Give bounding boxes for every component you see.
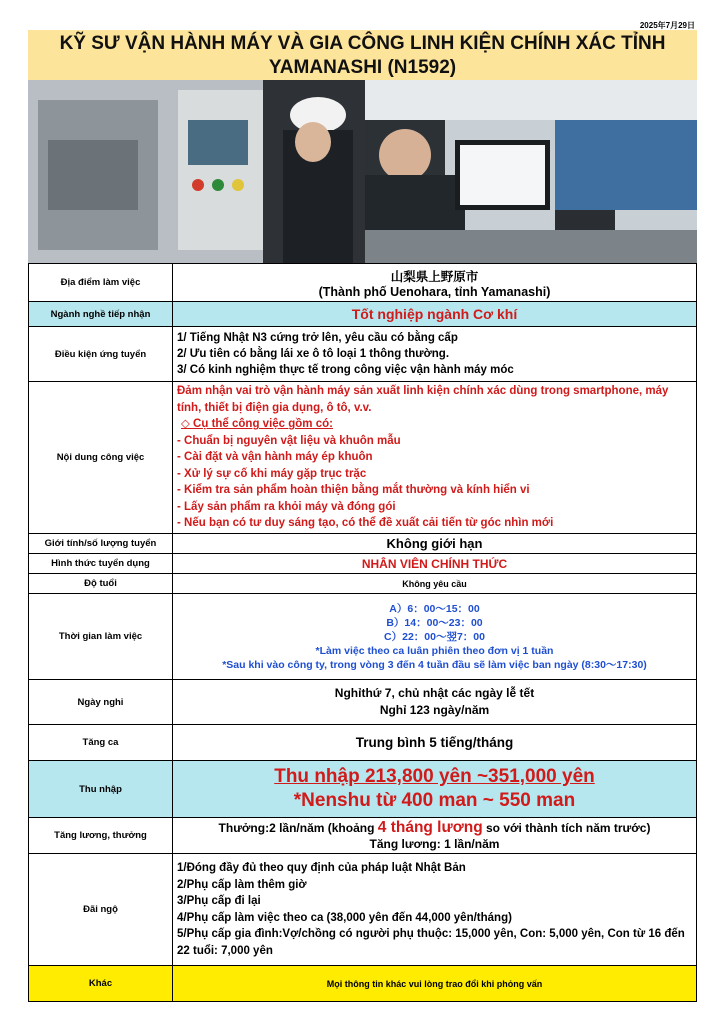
- benefit-item: 1/Đóng đầy đủ theo quy định của pháp luật Nhật Bản: [177, 862, 466, 874]
- job-value: [173, 382, 697, 534]
- hours-note: *Sau khi vào công ty, trong vòng 3 đến 4 tuần đầu sẽ làm việc ban ngày (8:30～17:30): [222, 658, 647, 671]
- raise-value: [173, 818, 697, 854]
- location-label: Địa điểm làm việc: [29, 264, 173, 302]
- row-job-content: [29, 382, 697, 534]
- row-overtime: [29, 725, 697, 761]
- bonus-suffix: so với thành tích năm trước): [482, 820, 651, 835]
- holidays-label: Ngày nghỉ: [29, 680, 173, 725]
- holidays-value: [173, 680, 697, 725]
- holidays-line2: Nghỉ 123 ngày/năm: [379, 703, 490, 717]
- job-subhead: ◇ Cụ thể công việc gồm có:: [181, 418, 333, 431]
- holidays-line1: Nghỉthứ 7, chủ nhật các ngày lễ tết: [334, 686, 535, 700]
- condition-item: 3/ Có kinh nghiệm thực tế trong công việc vận hành máy móc: [177, 364, 514, 376]
- employment-label: Hình thức tuyển dụng: [29, 554, 173, 574]
- document-date: 2025年7月29日: [639, 21, 695, 30]
- shift-b: B）14：00～23：00: [386, 616, 483, 629]
- row-raise: [29, 818, 697, 854]
- job-item: - Xử lý sự cố khi máy gặp trục trặc: [177, 467, 367, 480]
- condition-item: 1/ Tiếng Nhật N3 cứng trở lên, yêu cầu có bằng cấp: [177, 332, 458, 344]
- raise-line: Tăng lương: 1 lần/năm: [369, 836, 500, 851]
- location-jp: 山梨県上野原市: [390, 269, 479, 284]
- income-range: Thu nhập 213,800 yên ~351,000 yên: [274, 766, 595, 787]
- hours-label: Thời gian làm việc: [29, 594, 173, 680]
- age-label: Độ tuổi: [29, 574, 173, 594]
- conditions-value: [173, 327, 697, 382]
- job-title-line1: KỸ SƯ VẬN HÀNH MÁY VÀ GIA CÔNG LINH KIỆN CHÍNH XÁC TỈNH: [59, 33, 666, 54]
- row-holidays: [29, 680, 697, 725]
- row-benefits: [29, 854, 697, 966]
- employment-value: NHÂN VIÊN CHÍNH THỨC: [173, 554, 697, 574]
- benefit-item: 3/Phụ cấp đi lại: [177, 895, 261, 907]
- bonus-prefix: Thưởng:2 lần/năm (khoảng: [218, 820, 378, 835]
- job-info-table: [28, 263, 697, 1002]
- income-value: [173, 761, 697, 818]
- shift-a: A）6：00～15：00: [389, 602, 480, 615]
- row-location: [29, 264, 697, 302]
- overtime-value: Trung bình 5 tiếng/tháng: [173, 725, 697, 761]
- other-label: Khác: [29, 966, 173, 1002]
- income-annual: *Nenshu từ 400 man ~ 550 man: [293, 790, 576, 811]
- major-value: Tốt nghiệp ngành Cơ khí: [173, 302, 697, 327]
- income-label: Thu nhập: [29, 761, 173, 818]
- hours-note: *Làm việc theo ca luân phiên theo đơn vị 1 tuần: [315, 644, 554, 657]
- row-hours: [29, 594, 697, 680]
- major-label: Ngành nghề tiếp nhận: [29, 302, 173, 327]
- job-item: - Nếu bạn có tư duy sáng tạo, có thể đề xuất cải tiến từ góc nhìn mới: [177, 517, 554, 530]
- job-item: - Chuẩn bị nguyên vật liệu và khuôn mẫu: [177, 434, 401, 447]
- row-major: [29, 302, 697, 327]
- job-label: Nội dung công việc: [29, 382, 173, 534]
- gender-label: Giới tính/số lượng tuyển: [29, 534, 173, 554]
- job-item: - Kiểm tra sản phẩm hoàn thiện bằng mắt thường và kính hiển vi: [177, 484, 530, 497]
- benefit-item: 5/Phụ cấp gia đình:Vợ/chồng có người phụ thuộc: 15,000 yên, Con: 5,000 yên, Con từ 16 đến 22 tuổi: 7,000 yên: [177, 928, 685, 957]
- conditions-label: Điều kiện ứng tuyển: [29, 327, 173, 382]
- age-value: Không yêu cầu: [173, 574, 697, 594]
- benefits-label: Đãi ngộ: [29, 854, 173, 966]
- row-employment: [29, 554, 697, 574]
- row-other: [29, 966, 697, 1002]
- row-gender: [29, 534, 697, 554]
- raise-label: Tăng lương, thưởng: [29, 818, 173, 854]
- job-intro: Đảm nhận vai trò vận hành máy sản xuất linh kiện chính xác dùng trong smartphone, máy tính, thiết bị điện gia dụng, ô tô, v.v.: [177, 385, 669, 414]
- benefit-item: 4/Phụ cấp làm việc theo ca (38,000 yên đến 44,000 yên/tháng): [177, 911, 512, 924]
- bonus-highlight: 4 tháng lương: [377, 818, 483, 836]
- row-conditions: [29, 327, 697, 382]
- location-vn: (Thành phố Uenohara, tỉnh Yamanashi): [318, 284, 551, 299]
- benefit-item: 2/Phụ cấp làm thêm giờ: [177, 878, 307, 891]
- row-income: [29, 761, 697, 818]
- condition-item: 2/ Ưu tiên có bằng lái xe ô tô loại 1 thông thường.: [177, 348, 450, 360]
- benefits-value: [173, 854, 697, 966]
- location-value: [173, 264, 697, 302]
- photo-engineer-computer: [365, 80, 697, 263]
- photo-operator-control-panel: [28, 80, 365, 263]
- job-item: - Lấy sản phẩm ra khỏi máy và đóng gói: [177, 500, 396, 513]
- job-item: - Cài đặt và vận hành máy ép khuôn: [177, 451, 373, 464]
- job-title: [28, 30, 697, 80]
- row-age: [29, 574, 697, 594]
- header-photos: [28, 80, 697, 263]
- job-title-line2: YAMANASHI (N1592): [268, 57, 457, 78]
- other-value: Mọi thông tin khác vui lòng trao đổi khi phỏng vấn: [173, 966, 697, 1002]
- overtime-label: Tăng ca: [29, 725, 173, 761]
- bonus-line: [177, 820, 692, 836]
- shift-c: C）22：00～翌7：00: [384, 630, 485, 643]
- hours-value: [173, 594, 697, 680]
- gender-value: Không giới hạn: [173, 534, 697, 554]
